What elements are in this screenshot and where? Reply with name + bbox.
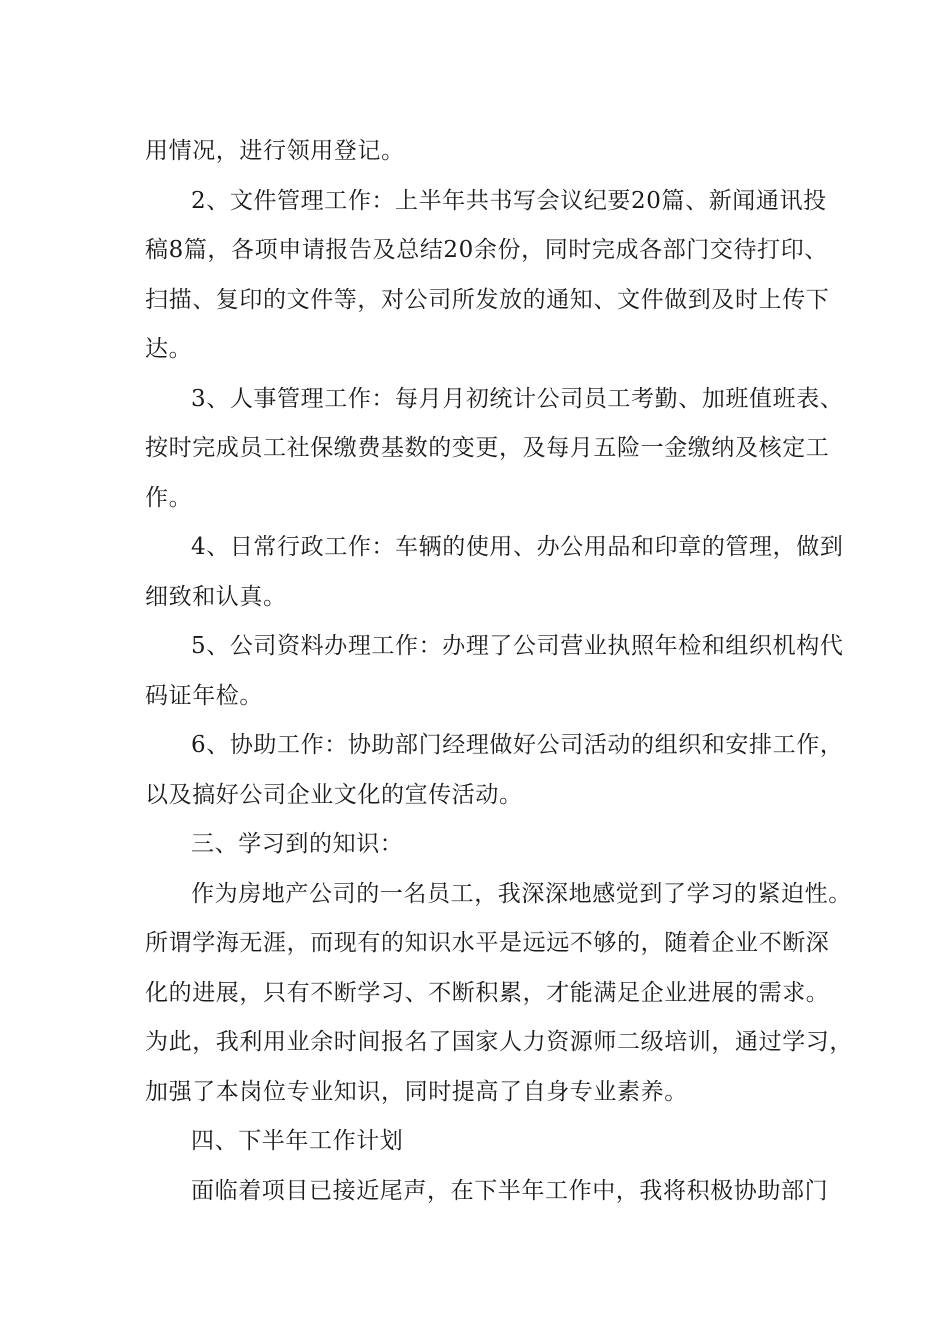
paragraph-assistance-work [145,721,844,820]
text-line: 达。 [145,336,193,362]
paragraph-daily-admin [145,523,844,622]
text-line: 扫描、复印的文件等，对公司所发放的通知、文件做到及时上传下 [145,286,830,313]
text-line: 5、公司资料办理工作：办理了公司营业执照年检和组织机构代 [191,633,844,659]
text-line: 以及搞好公司企业文化的宣传活动。 [145,781,523,808]
paragraph-continuation [145,127,825,177]
paragraph-learning [145,870,853,1118]
text-line: 3、人事管理工作：每月月初统计公司员工考勤、加班值班表、 [191,385,844,412]
text-line: 作。 [145,484,193,511]
text-line: 作为房地产公司的一名员工，我深深地感觉到了学习的紧迫性。 [191,880,852,907]
paragraph-personnel-management [145,375,844,524]
text-line: 2、文件管理工作：上半年共书写会议纪要20篇、新闻通讯投 [191,187,827,214]
heading-line: 四、下半年工作计划 [191,1128,404,1154]
text-line: 稿8篇，各项申请报告及总结20余份，同时完成各部门交待打印、 [145,237,828,263]
text-line: 按时完成员工社保缴费基数的变更，及每月五险一金缴纳及核定工 [145,435,830,461]
section-heading-learning [145,820,825,870]
text-line: 化的进展，只有不断学习、不断积累，才能满足企业进展的需求。 [145,979,830,1006]
text-line: 细致和认真。 [145,583,287,610]
text-line: 加强了本岗位专业知识，同时提高了自身专业素养。 [145,1078,688,1105]
paragraph-file-management [145,177,830,375]
paragraph-company-documents [145,622,844,721]
paragraph-plan [145,1167,829,1217]
text-line: 所谓学海无涯，而现有的知识水平是远远不够的，随着企业不断深 [145,930,830,956]
section-heading-plan [145,1117,825,1167]
text-line: 面临着项目已接近尾声，在下半年工作中，我将积极协助部门 [191,1177,829,1204]
text-line: 用情况，进行领用登记。 [145,138,405,164]
document-body [145,127,853,1216]
heading-line: 三、学习到的知识： [191,831,404,857]
text-line: 码证年检。 [145,682,263,709]
text-line: 为此，我利用业余时间报名了国家人力资源师二级培训，通过学习， [145,1029,853,1055]
text-line: 6、协助工作：协助部门经理做好公司活动的组织和安排工作， [191,732,844,758]
text-line: 4、日常行政工作：车辆的使用、办公用品和印章的管理，做到 [191,534,844,560]
